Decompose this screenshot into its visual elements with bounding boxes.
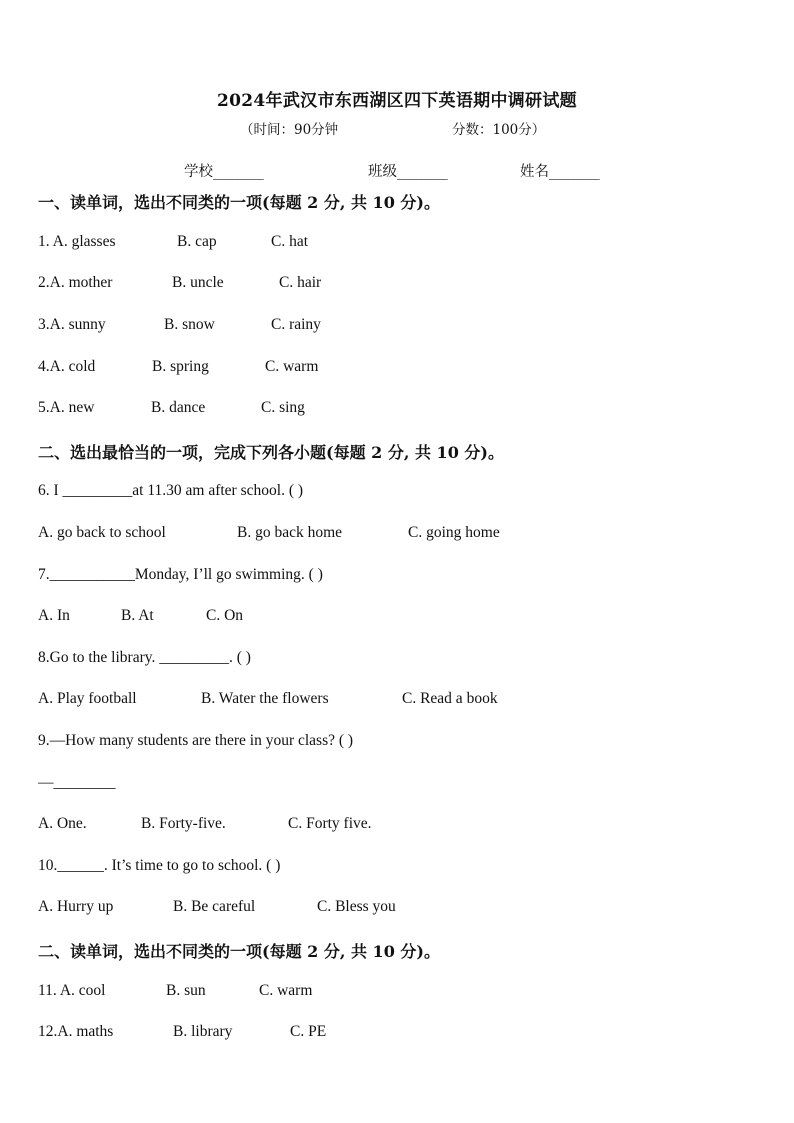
q8-stem: 8.Go to the library. _________. ( ) <box>38 649 251 666</box>
q9-answer-line: —________ <box>38 774 116 791</box>
section-1-heading: 一、读单词，选出不同类的一项(每题 2 分, 共 10 分)。 <box>38 193 440 212</box>
section-2-heading: 二、选出最恰当的一项，完成下列各小题(每题 2 分, 共 10 分)。 <box>38 443 504 462</box>
q6-option-a: A. go back to school <box>38 524 166 541</box>
q11-option-b: B. sun <box>166 982 206 999</box>
q1-option-c: C. hat <box>271 233 309 250</box>
section-3-heading: 二、读单词，选出不同类的一项(每题 2 分, 共 10 分)。 <box>38 942 440 961</box>
class-field[interactable]: 班级_______ <box>368 164 448 180</box>
q12-option-b: B. library <box>173 1023 233 1040</box>
q9-option-b: B. Forty-five. <box>141 815 226 832</box>
q8-option-b: B. Water the flowers <box>201 690 329 707</box>
q4-option-c: C. warm <box>265 358 319 375</box>
q5-option-c: C. sing <box>261 399 305 416</box>
q5-option-a: 5.A. new <box>38 399 95 416</box>
q10-option-b: B. Be careful <box>173 898 256 915</box>
name-field[interactable]: 姓名_______ <box>520 164 600 180</box>
q6-option-c: C. going home <box>408 524 500 541</box>
q9-option-a: A. One. <box>38 815 87 832</box>
q11-option-a: 11. A. cool <box>38 982 106 999</box>
q9-stem: 9.—How many students are there in your class? ( ) <box>38 732 354 749</box>
q6-stem: 6. I _________at 11.30 am after school. ( ) <box>38 482 304 499</box>
exam-score: 分数：100分） <box>452 122 546 138</box>
q3-option-b: B. snow <box>164 316 215 333</box>
q2-option-c: C. hair <box>279 274 322 291</box>
q7-stem: 7.___________Monday, I’ll go swimming. ( ) <box>38 566 323 583</box>
q4-option-b: B. spring <box>152 358 209 375</box>
q3-option-c: C. rainy <box>271 316 321 333</box>
q11-option-c: C. warm <box>259 982 313 999</box>
q10-stem: 10.______. It’s time to go to school. ( ) <box>38 857 281 874</box>
exam-time: （时间：90分钟 <box>240 122 339 138</box>
q12-option-c: C. PE <box>290 1023 327 1040</box>
q7-option-a: A. In <box>38 607 70 624</box>
school-field[interactable]: 学校_______ <box>184 164 264 180</box>
q8-option-c: C. Read a book <box>402 690 498 707</box>
q2-option-a: 2.A. mother <box>38 274 113 291</box>
q8-option-a: A. Play football <box>38 690 137 707</box>
q1-option-a: 1. A. glasses <box>38 233 116 250</box>
q7-option-b: B. At <box>121 607 154 624</box>
q2-option-b: B. uncle <box>172 274 224 291</box>
q6-option-b: B. go back home <box>237 524 343 541</box>
page-title: 2024年武汉市东西湖区四下英语期中调研试题 <box>217 91 577 111</box>
q9-option-c: C. Forty five. <box>288 815 372 832</box>
q7-option-c: C. On <box>206 607 244 624</box>
q12-option-a: 12.A. maths <box>38 1023 114 1040</box>
q3-option-a: 3.A. sunny <box>38 316 106 333</box>
q5-option-b: B. dance <box>151 399 206 416</box>
q4-option-a: 4.A. cold <box>38 358 96 375</box>
q10-option-c: C. Bless you <box>317 898 396 915</box>
q10-option-a: A. Hurry up <box>38 898 114 915</box>
q1-option-b: B. cap <box>177 233 217 250</box>
